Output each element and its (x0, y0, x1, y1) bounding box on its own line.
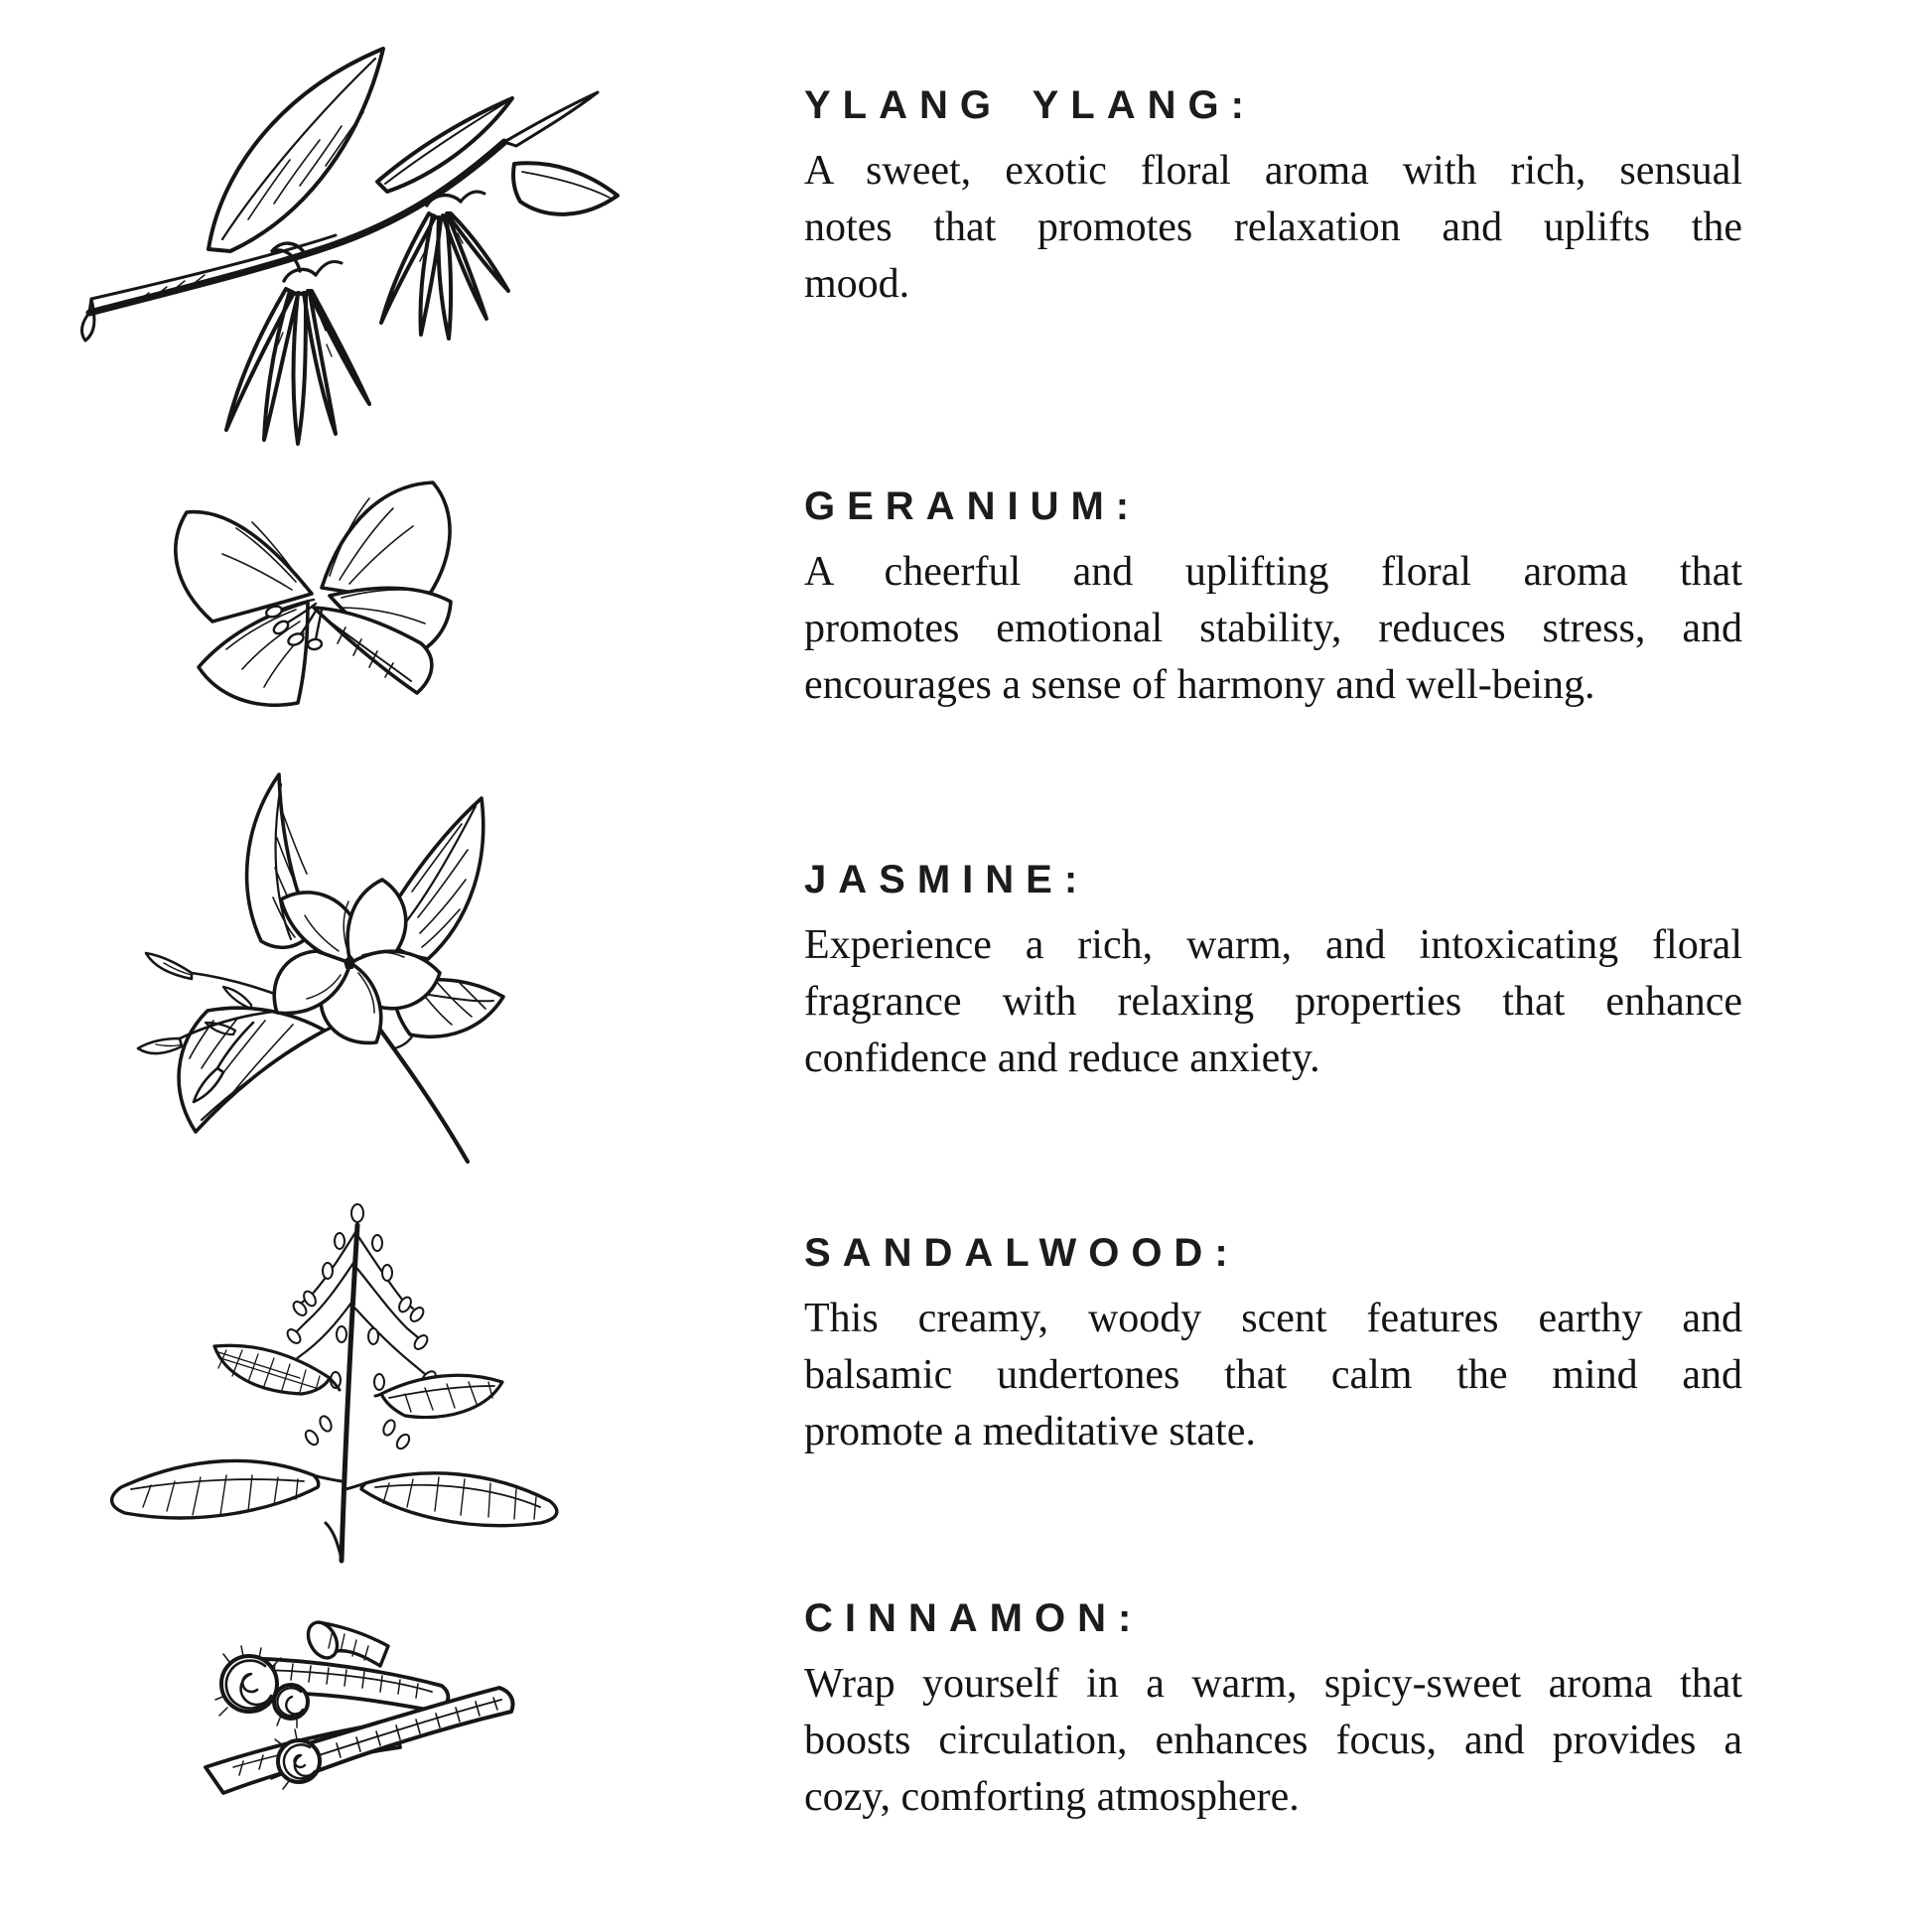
jasmine-flower-drawing (134, 764, 511, 1181)
ylang-ylang-branch-drawing (79, 35, 621, 447)
section-ylang-ylang (804, 81, 1742, 313)
ylang-ylang-illustration (79, 35, 621, 447)
description-line: boosts circulation, enhances focus, and provides a (804, 1718, 1742, 1763)
section-cinnamon (804, 1594, 1742, 1826)
description-line: balsamic undertones that calm the mind and (804, 1352, 1742, 1398)
geranium-heading: GERANIUM: (804, 484, 1142, 528)
section-geranium (804, 483, 1742, 714)
geranium-illustration (147, 459, 480, 752)
cinnamon-sticks-drawing (94, 1600, 521, 1839)
description-line: fragrance with relaxing properties that enhance (804, 979, 1742, 1025)
sandalwood-sprig-drawing (91, 1183, 583, 1566)
geranium-flower-drawing (147, 459, 480, 752)
jasmine-heading: JASMINE: (804, 858, 1090, 901)
description-line: Experience a rich, warm, and intoxicating floral (804, 922, 1742, 968)
description-line: encourages a sense of harmony and well-being. (804, 662, 1595, 708)
section-jasmine (804, 856, 1742, 1087)
sandalwood-illustration (91, 1183, 583, 1566)
jasmine-description (804, 917, 1742, 1087)
cinnamon-description (804, 1656, 1742, 1826)
description-line: This creamy, woody scent features earthy and (804, 1296, 1742, 1341)
ylang-ylang-description (804, 143, 1742, 313)
cinnamon-illustration (94, 1600, 521, 1839)
description-line: promotes emotional stability, reduces stress, and (804, 606, 1742, 651)
ylang-ylang-heading: YLANG YLANG: (804, 83, 1256, 127)
geranium-description (804, 544, 1742, 714)
sandalwood-description (804, 1291, 1742, 1460)
description-line: A cheerful and uplifting floral aroma that (804, 549, 1742, 595)
description-line: A sweet, exotic floral aroma with rich, sensual (804, 148, 1742, 194)
description-line: promote a meditative state. (804, 1409, 1256, 1454)
jasmine-illustration (134, 764, 511, 1181)
sandalwood-heading: SANDALWOOD: (804, 1231, 1240, 1275)
cinnamon-heading: CINNAMON: (804, 1596, 1144, 1640)
description-line: cozy, comforting atmosphere. (804, 1774, 1300, 1820)
description-line: mood. (804, 261, 910, 307)
section-sandalwood (804, 1229, 1742, 1460)
description-line: confidence and reduce anxiety. (804, 1035, 1320, 1081)
description-line: Wrap yourself in a warm, spicy-sweet aroma that (804, 1661, 1742, 1707)
description-line: notes that promotes relaxation and uplifts the (804, 205, 1742, 250)
